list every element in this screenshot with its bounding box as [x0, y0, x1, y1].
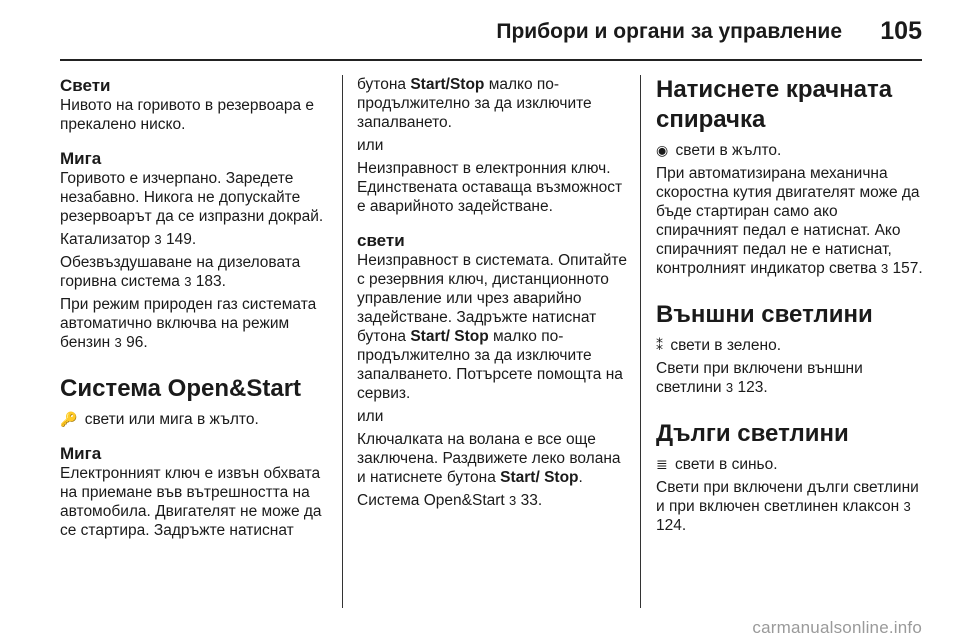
page-ref-link[interactable]: 123.: [737, 379, 768, 396]
page-ref-link[interactable]: 124.: [656, 517, 687, 534]
status-text: свети в синьо.: [675, 456, 778, 473]
button-name: Start/ Stop: [410, 328, 489, 345]
paragraph: Неизправност в електронния ключ. Единствената оставаща възможност е аварийното задействане.: [357, 160, 623, 215]
paragraph: Нивото на горивото в резервоара е прекалено ниско.: [60, 97, 315, 133]
page-ref-icon: 3: [184, 274, 192, 289]
paragraph: [357, 251, 632, 403]
page-ref-icon: 3: [881, 261, 889, 276]
paragraph: [357, 75, 632, 132]
page-ref-icon: 3: [114, 335, 122, 350]
key-icon: 🔑: [60, 411, 78, 427]
column-2: [357, 75, 632, 514]
paragraph: [357, 430, 632, 487]
paragraph: [656, 359, 924, 397]
high-beam-icon: ≣: [656, 456, 668, 472]
paragraph-text: Свети при включени дълги светлини и при включен светлинен клаксон: [656, 479, 919, 515]
paragraph-text: малко по-продължително за да изключите запалването. Потърсете помощта на сервиз.: [357, 328, 623, 402]
section-heading: свети: [357, 231, 405, 250]
paragraph-text: малко по-продължително за да изключите запалването.: [357, 76, 592, 131]
paragraph: или: [357, 137, 384, 154]
page-ref-icon: 3: [154, 232, 162, 247]
paragraph: Електронният ключ е извън обхвата на приемане във вътрешността на автомобила. Двигателят не може да се стартира. Задръжте натиснат: [60, 465, 322, 539]
paragraph: [656, 336, 924, 355]
paragraph: Горивото е изчерпано. Заредете незабавно. Никога не допускайте резервоарът да се изпразни докрай.: [60, 170, 324, 225]
column-1: [60, 75, 330, 544]
column-divider: [342, 75, 343, 608]
paragraph: [60, 410, 330, 429]
header-title: Прибори и органи за управление: [496, 20, 842, 43]
page-ref-link[interactable]: 157.: [892, 260, 923, 277]
watermark: carmanualsonline.info: [752, 618, 922, 637]
paragraph-text: Неизправност в системата. Опитайте с резервния ключ, дистанционното управление или чрез аварийно задействане. Задръжте натиснат бутона: [357, 252, 627, 345]
status-text: свети или мига в жълто.: [84, 411, 259, 428]
page-ref-icon: 3: [509, 493, 517, 508]
paragraph-text: .: [578, 469, 583, 486]
section-title: Натиснете крачната спирачка: [656, 76, 893, 133]
column-3: [656, 75, 924, 539]
paragraph-text: бутона: [357, 76, 407, 93]
page-ref-icon: 3: [725, 380, 734, 395]
paragraph-text: При автоматизирана механична скоростна кутия двигателят може да бъде стартиран само ако спирачният педал е натиснат. Ако спирачният педал не е натиснат, контролният индикатор светва: [656, 165, 920, 277]
page-ref-link[interactable]: 96.: [126, 334, 148, 351]
section-heading: Свети: [60, 76, 111, 95]
paragraph-text: Система Open&Start: [357, 492, 505, 509]
section-heading: Мига: [60, 149, 102, 168]
brake-icon: ◉: [656, 142, 669, 158]
paragraph: [656, 478, 924, 535]
button-name: Start/Stop: [410, 76, 485, 93]
section-title: Система Open&Start: [60, 375, 302, 402]
paragraph: [656, 141, 924, 160]
page-header: [0, 0, 960, 60]
paragraph-text: Ключалката на волана е все още заключена. Раздвижете леко волана и натиснете бутона: [357, 431, 621, 486]
page-ref-link[interactable]: 33.: [520, 492, 543, 509]
page-number: 105: [880, 17, 922, 45]
section-title: Дълги светлини: [656, 420, 849, 447]
paragraph-text: При режим природен газ системата автоматично включва на режим бензин: [60, 296, 317, 351]
header-rule: [60, 59, 922, 61]
paragraph-text: Катализатор: [60, 231, 151, 248]
button-name: Start/ Stop: [500, 469, 579, 486]
paragraph: или: [357, 408, 384, 425]
page-ref-link[interactable]: 149.: [165, 231, 197, 248]
paragraph: [60, 230, 330, 249]
paragraph: [60, 253, 330, 291]
section-title: Външни светлини: [656, 301, 873, 328]
status-text: свети в жълто.: [675, 142, 782, 159]
paragraph: [60, 295, 330, 352]
exterior-lights-icon: ⁑: [656, 337, 663, 353]
section-heading: Мига: [60, 444, 102, 463]
page-ref-icon: 3: [903, 499, 911, 514]
paragraph: [357, 491, 632, 510]
page-ref-link[interactable]: 183.: [195, 273, 226, 290]
column-divider: [640, 75, 641, 608]
paragraph-text: Свети при включени външни светлини: [656, 360, 863, 396]
paragraph: [656, 164, 924, 278]
status-text: свети в зелено.: [670, 337, 782, 354]
paragraph-text: Обезвъздушаване на дизеловата горивна система: [60, 254, 301, 290]
paragraph: [656, 455, 924, 474]
